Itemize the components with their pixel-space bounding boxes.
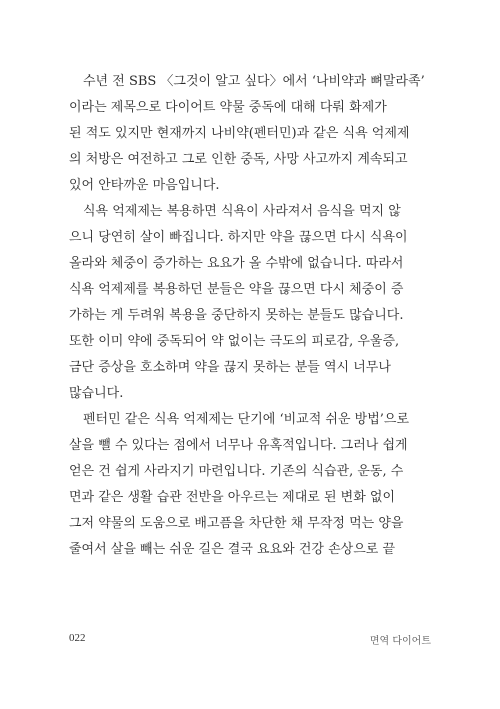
text-line: 식욕 억제제는 복용하면 식욕이 사라져서 음식을 먹지 않	[83, 204, 401, 219]
page-number: 022	[69, 632, 86, 644]
text-line: 된 적도 있지만 현재까지 나비약(펜터민)과 같은 식욕 억제제	[69, 126, 410, 141]
text-line: 식욕 억제제를 복용하던 분들은 약을 끊으면 다시 체중이 증	[69, 282, 404, 297]
text-line: 올라와 체중이 증가하는 요요가 올 수밖에 없습니다. 따라서	[69, 256, 404, 271]
text-line: 펜터민 같은 식욕 억제제는 단기에 ‘비교적 쉬운 방법’으로	[83, 412, 410, 427]
text-line: 줄여서 살을 빼는 쉬운 길은 결국 요요와 건강 손상으로 끝	[69, 542, 396, 557]
text-line: 그저 약물의 도움으로 배고픔을 차단한 채 무작정 먹는 양을	[69, 516, 404, 531]
text-line: 가하는 게 두려워 복용을 중단하지 못하는 분들도 많습니다.	[69, 308, 404, 323]
text-line: 금단 증상을 호소하며 약을 끊지 못하는 분들 역시 너무나	[69, 360, 391, 375]
body-text	[69, 69, 434, 563]
text-line: 또한 이미 약에 중독되어 약 없이는 극도의 피로감, 우울증,	[69, 334, 400, 349]
text-line: 으니 당연히 살이 빠집니다. 하지만 약을 끊으면 다시 식욕이	[69, 230, 408, 245]
text-line: 이라는 제목으로 다이어트 약물 중독에 대해 다뤄 화제가	[69, 100, 387, 115]
text-line: 수년 전 SBS 〈그것이 알고 싶다〉에서 ‘나비약과 뼈말라족’	[83, 74, 425, 89]
text-line: 살을 뺄 수 있다는 점에서 너무나 유혹적입니다. 그러나 쉽게	[69, 438, 408, 453]
text-line: 많습니다.	[69, 386, 124, 401]
text-line: 면과 같은 생활 습관 전반을 아우르는 제대로 된 변화 없이	[69, 490, 396, 505]
running-title: 면역 다이어트	[369, 636, 431, 647]
text-line: 의 처방은 여전하고 그로 인한 중독, 사망 사고까지 계속되고	[69, 152, 408, 167]
text-line: 있어 안타까운 마음입니다.	[69, 178, 220, 193]
text-line: 얻은 건 쉽게 사라지기 마련입니다. 기존의 식습관, 운동, 수	[69, 464, 404, 479]
